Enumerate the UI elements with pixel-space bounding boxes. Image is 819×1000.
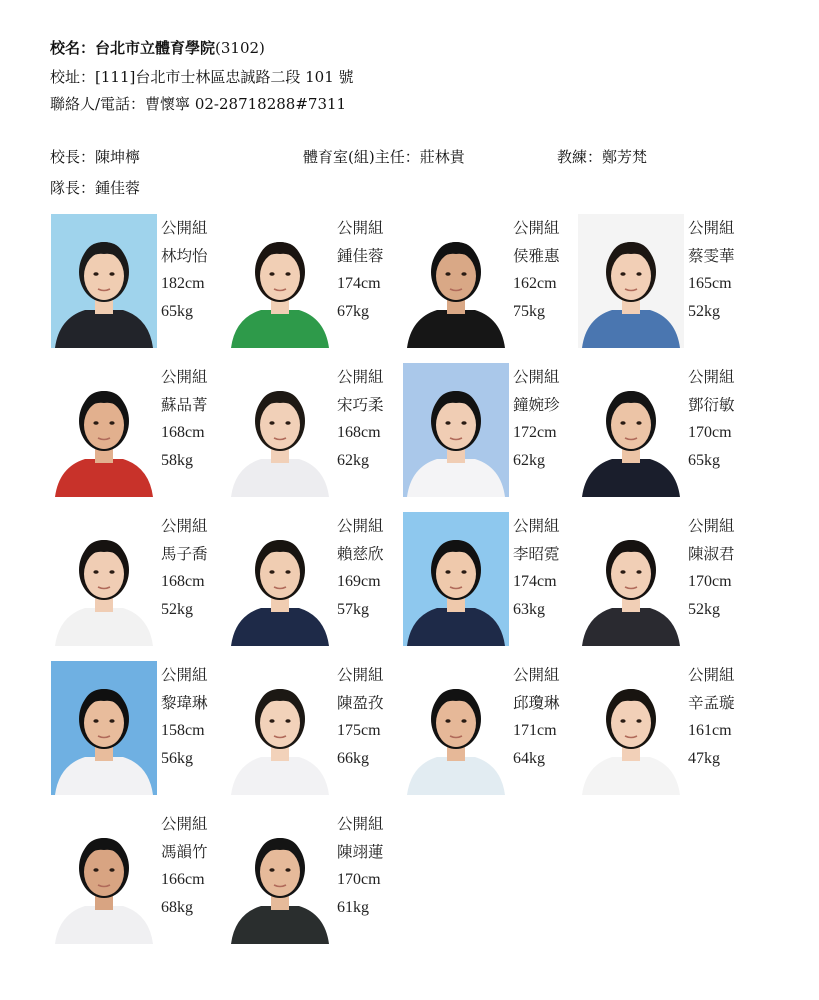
player-photo <box>227 661 333 795</box>
player-division: 公開組 <box>688 368 735 386</box>
player-division: 公開組 <box>337 219 384 237</box>
player-weight: 65kg <box>161 303 193 320</box>
player-card <box>51 363 226 501</box>
player-height: 169cm <box>337 573 381 590</box>
player-weight: 52kg <box>161 601 193 618</box>
player-card <box>51 214 226 352</box>
player-name: 馮韻竹 <box>161 843 208 861</box>
player-name: 侯雅惠 <box>513 247 560 265</box>
player-height: 168cm <box>161 424 205 441</box>
player-name: 李昭霓 <box>513 545 560 563</box>
player-photo <box>578 512 684 646</box>
player-card <box>51 512 226 650</box>
player-division: 公開組 <box>337 815 384 833</box>
player-division: 公開組 <box>513 368 560 386</box>
player-card <box>51 661 226 799</box>
player-photo <box>51 810 157 944</box>
player-info <box>161 512 231 624</box>
player-photo <box>51 512 157 646</box>
player-photo <box>227 214 333 348</box>
player-weight: 62kg <box>513 452 545 469</box>
player-height: 165cm <box>688 275 732 292</box>
player-height: 158cm <box>161 722 205 739</box>
player-division: 公開組 <box>337 517 384 535</box>
player-info <box>161 661 231 773</box>
player-division: 公開組 <box>688 666 735 684</box>
player-weight: 67kg <box>337 303 369 320</box>
player-photo <box>227 363 333 497</box>
player-card <box>227 214 402 352</box>
player-weight: 75kg <box>513 303 545 320</box>
player-weight: 56kg <box>161 750 193 767</box>
player-division: 公開組 <box>161 219 208 237</box>
player-card <box>578 661 753 799</box>
player-info <box>688 363 758 475</box>
player-weight: 62kg <box>337 452 369 469</box>
player-height: 171cm <box>513 722 557 739</box>
player-card <box>403 363 578 501</box>
player-info <box>161 810 231 922</box>
player-card <box>403 214 578 352</box>
player-name: 宋巧柔 <box>337 396 384 414</box>
player-height: 174cm <box>337 275 381 292</box>
player-name: 蔡雯華 <box>688 247 735 265</box>
school-code: (3102) <box>215 39 265 57</box>
player-height: 170cm <box>688 424 732 441</box>
school-name: 校名：台北市立體育學院 <box>50 39 216 57</box>
player-division: 公開組 <box>337 666 384 684</box>
contact-line: 聯絡人/電話：曹懷寧 02-28718288#7311 <box>50 95 347 113</box>
player-name: 黎瑋琳 <box>161 694 208 712</box>
player-card <box>227 512 402 650</box>
player-photo <box>403 363 509 497</box>
player-weight: 52kg <box>688 303 720 320</box>
player-info <box>688 661 758 773</box>
player-height: 161cm <box>688 722 732 739</box>
player-height: 162cm <box>513 275 557 292</box>
player-name: 邱瓊琳 <box>513 694 560 712</box>
player-weight: 68kg <box>161 899 193 916</box>
player-photo <box>403 512 509 646</box>
player-info <box>688 512 758 624</box>
player-division: 公開組 <box>337 368 384 386</box>
player-division: 公開組 <box>513 219 560 237</box>
player-photo <box>227 810 333 944</box>
player-division: 公開組 <box>513 666 560 684</box>
player-card <box>578 214 753 352</box>
player-photo <box>51 214 157 348</box>
player-photo <box>227 512 333 646</box>
player-name: 陳翊蓮 <box>337 843 384 861</box>
player-height: 168cm <box>161 573 205 590</box>
player-weight: 65kg <box>688 452 720 469</box>
player-weight: 64kg <box>513 750 545 767</box>
player-photo <box>578 214 684 348</box>
player-info <box>513 661 583 773</box>
player-info <box>337 363 407 475</box>
player-info <box>161 363 231 475</box>
player-name: 鐘婉珍 <box>513 396 560 414</box>
player-card <box>227 810 402 948</box>
player-weight: 66kg <box>337 750 369 767</box>
player-height: 182cm <box>161 275 205 292</box>
player-info <box>688 214 758 326</box>
player-name: 鄧衍敏 <box>688 396 735 414</box>
player-division: 公開組 <box>161 368 208 386</box>
player-info <box>513 512 583 624</box>
player-name: 鍾佳蓉 <box>337 247 384 265</box>
principal: 校長：陳坤檸 <box>50 148 141 166</box>
player-photo <box>578 661 684 795</box>
player-card <box>51 810 226 948</box>
player-card <box>578 512 753 650</box>
sports-director: 體育室(組)主任：莊林貴 <box>303 148 465 166</box>
player-weight: 58kg <box>161 452 193 469</box>
player-division: 公開組 <box>161 517 208 535</box>
player-name: 辛孟璇 <box>688 694 735 712</box>
player-weight: 57kg <box>337 601 369 618</box>
player-name: 馬子喬 <box>161 545 208 563</box>
player-height: 172cm <box>513 424 557 441</box>
player-height: 174cm <box>513 573 557 590</box>
player-card <box>403 661 578 799</box>
player-photo <box>403 214 509 348</box>
player-weight: 61kg <box>337 899 369 916</box>
player-division: 公開組 <box>688 517 735 535</box>
player-photo <box>403 661 509 795</box>
player-name: 陳盈孜 <box>337 694 384 712</box>
player-height: 170cm <box>688 573 732 590</box>
captain: 隊長：鍾佳蓉 <box>50 179 141 197</box>
player-card <box>578 363 753 501</box>
player-name: 賴慈欣 <box>337 545 384 563</box>
player-division: 公開組 <box>688 219 735 237</box>
player-division: 公開組 <box>161 666 208 684</box>
player-info <box>337 810 407 922</box>
player-division: 公開組 <box>513 517 560 535</box>
player-division: 公開組 <box>161 815 208 833</box>
school-address: 校址：[111]台北市士林區忠誠路二段 101 號 <box>50 68 354 86</box>
player-info <box>513 363 583 475</box>
school-name-line <box>50 38 265 58</box>
player-info <box>337 512 407 624</box>
player-card <box>227 363 402 501</box>
player-info <box>337 214 407 326</box>
player-height: 166cm <box>161 871 205 888</box>
player-weight: 63kg <box>513 601 545 618</box>
player-info <box>161 214 231 326</box>
player-height: 170cm <box>337 871 381 888</box>
player-photo <box>51 363 157 497</box>
player-weight: 52kg <box>688 601 720 618</box>
player-info <box>337 661 407 773</box>
player-name: 蘇品菁 <box>161 396 208 414</box>
player-height: 168cm <box>337 424 381 441</box>
player-height: 175cm <box>337 722 381 739</box>
player-card <box>403 512 578 650</box>
player-name: 林均怡 <box>161 247 208 265</box>
player-weight: 47kg <box>688 750 720 767</box>
player-photo <box>51 661 157 795</box>
player-name: 陳淑君 <box>688 545 735 563</box>
player-info <box>513 214 583 326</box>
player-photo <box>578 363 684 497</box>
coach: 教練：鄭芳梵 <box>557 148 648 166</box>
player-card <box>227 661 402 799</box>
